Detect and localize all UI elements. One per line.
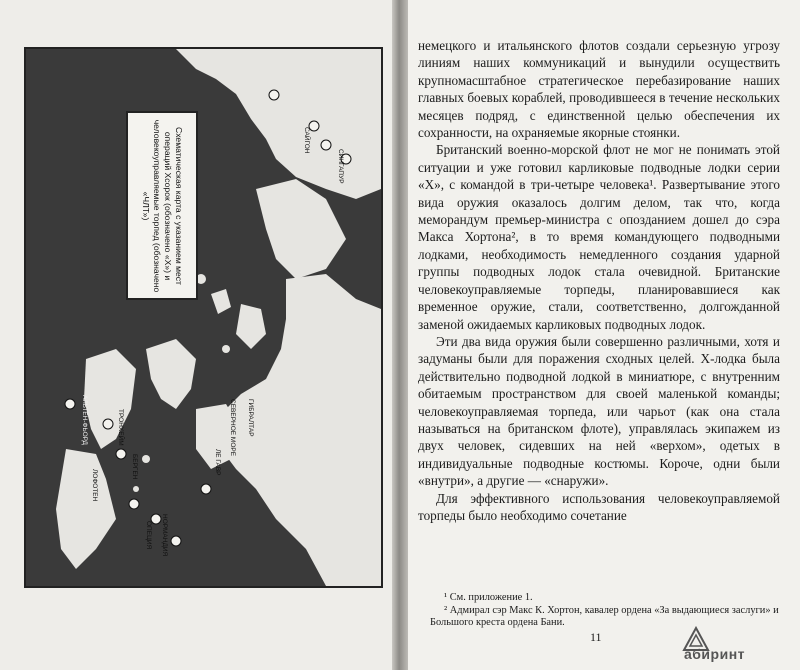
map-label: БЕРГЕН (131, 454, 138, 480)
map-label: ОПЕЦИЯ (145, 521, 152, 550)
main-text (418, 37, 780, 524)
paragraph: Британский военно-морской флот не мог не понимать этой ситуации и уже готовил карликовые подводные лодки серии «Х», с командой в три-четыре человека¹. Развертывание этого вида оружия оказалось долгим делом, так что, когда меморандум премьер-министра с опозданием дошел до сэра Макса Хортона², в то время командующего подводными лодками, необходимость немедленного создания ударной группы подводных лодок стала очевидной. Британские человекоуправляемые торпеды, планировавшиеся как временное оружие, стали, соответственно, долгожданной заменой ожидаемых карликовых подводных лодок. (418, 142, 780, 332)
footnote: ¹ См. приложение 1. (444, 592, 533, 603)
footnotes (430, 592, 780, 630)
map-label: ЛОФОТЕН (91, 469, 98, 502)
paragraph: немецкого и итальянского флотов создали серьезную угрозу линиям наших коммуникаций и вынудили осуществить крупномасштабное стратегическое перебазирование наших главных боевых кораблей, проводившееся в течение нескольких месяцев подряд, с единственной целью обеспечения их сохранности, на охраняемые якорные стоянки. (418, 38, 780, 141)
map-label: САЙГОН (303, 127, 310, 154)
left-page (0, 0, 398, 670)
map-label: ТРОНХЕЙМ (117, 409, 124, 446)
map-label: НОРМАНДИЯ (161, 514, 168, 557)
book-gutter (392, 0, 408, 670)
map-label: ЛЕ ГАВР (214, 449, 221, 476)
paragraph: Для эффективного использования человекоуправляемой торпеды было необходимо сочетание (418, 490, 780, 523)
paragraph: Эти два вида оружия были совершенно различными, хотя и задуманы были для поражения сходных целей. Х-лодка была действительно подводной лодкой в миниатюре, с внутренним обитаемым пространством для своей маленькой команды; человекоуправляемая торпеда, или чарьот (как она стала называться на британском флоте), управлялась экипажем из двух человек, сидевших на ней «верхом», одетых в индивидуальные подводные костюмы. Короче, одни были «внутри», а другие — «снаружи». (418, 333, 780, 489)
watermark: абиринт (684, 646, 746, 662)
map-drawing (26, 49, 381, 586)
map-label: АЛЬТЕН-ФЬОРД (81, 395, 88, 445)
map-caption-box (126, 111, 198, 300)
page-number: 11 (590, 630, 602, 644)
footnote: ² Адмирал сэр Макс К. Хортон, кавалер ордена «За выдающиеся заслуги» и Большого креста ордена Бани. (430, 604, 779, 628)
map-caption: Схематическая карта с указанием мест операций Хсорок (обозначено «Х») и человекоуправляемые торпед (обозначено «ЧЛТ») (141, 119, 184, 292)
schematic-map (24, 47, 383, 588)
map-label: СИНГАПУР (337, 149, 344, 184)
map-label: ГИБРАЛТАР (247, 399, 254, 437)
map-label: СЕВЕРНОЕ МОРЕ (229, 399, 236, 457)
